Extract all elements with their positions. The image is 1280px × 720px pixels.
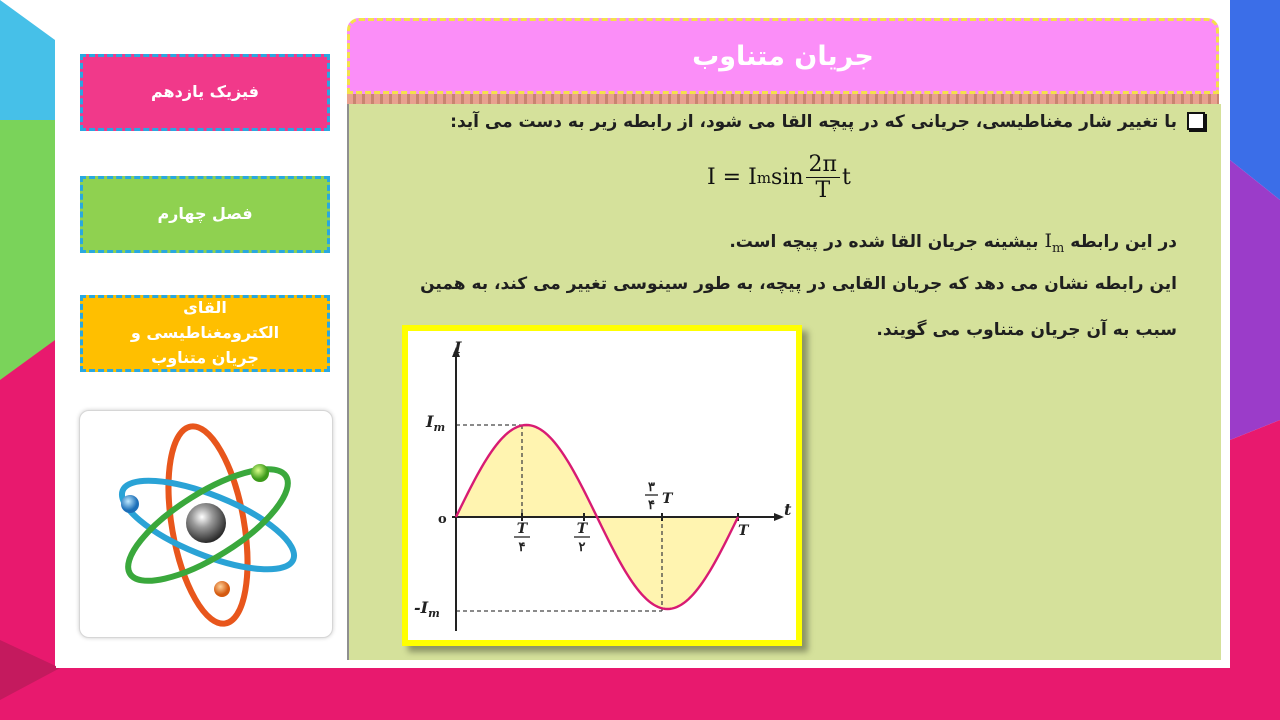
checkbox-bullet-icon — [1187, 112, 1205, 130]
topic-card — [80, 295, 330, 372]
y-axis-label: I — [454, 338, 462, 357]
decorative-strip — [347, 94, 1219, 104]
im-description: در این رابطه $I_m$ بیشینه جریان القا شده در پیچه است. — [729, 230, 1177, 256]
page-title: جریان متناوب — [692, 40, 874, 72]
current-formula: I = I m sin $\frac{2\pi}{T}$ t — [707, 152, 851, 203]
atom-icon — [80, 411, 332, 637]
atom-image-card — [79, 410, 333, 638]
grade-card — [80, 54, 330, 131]
tick-three-quarter — [645, 480, 674, 513]
chapter-label: فصل چهارم — [157, 204, 253, 224]
fill-negative — [597, 517, 738, 609]
im-label: $I_m$ — [426, 412, 446, 434]
neg-im-label: $-I_m$ — [414, 598, 440, 620]
fill-positive — [456, 425, 597, 517]
zero-label: o — [438, 512, 447, 527]
sine-graph — [408, 331, 796, 640]
topic-label: القای الکترومغناطیسی و جریان متناوب — [130, 298, 280, 367]
title-banner — [347, 18, 1219, 94]
x-axis-label: t — [784, 500, 792, 519]
tick-full: T — [738, 523, 749, 539]
svg-text:۳: ۳ — [648, 480, 655, 495]
svg-text:۴: ۴ — [518, 540, 526, 555]
intro-text: با تغییر شار مغناطیسی، جریانی که در پیچه القا می شود، از رابطه زیر به دست می آید: — [450, 112, 1177, 132]
grade-label: فیزیک یازدهم — [151, 82, 259, 102]
svg-text:T: T — [662, 491, 673, 507]
tick-half — [574, 521, 590, 555]
formula-fraction: $\frac{2\pi}{T}$ — [806, 152, 840, 203]
sinusoidal-text: این رابطه نشان می دهد که جریان القایی در پیچه، به طور سینوسی تغییر می کند، به همین — [420, 274, 1177, 294]
svg-text:T: T — [516, 521, 528, 537]
sine-graph-frame — [402, 325, 802, 646]
tick-quarter — [514, 521, 530, 555]
alternating-text: سبب به آن جریان متناوب می گویند. — [876, 320, 1177, 340]
svg-text:T: T — [576, 521, 588, 537]
chapter-card — [80, 176, 330, 253]
svg-text:۲: ۲ — [578, 540, 586, 555]
svg-text:۴: ۴ — [648, 498, 655, 513]
x-axis-arrow-icon — [774, 513, 784, 521]
